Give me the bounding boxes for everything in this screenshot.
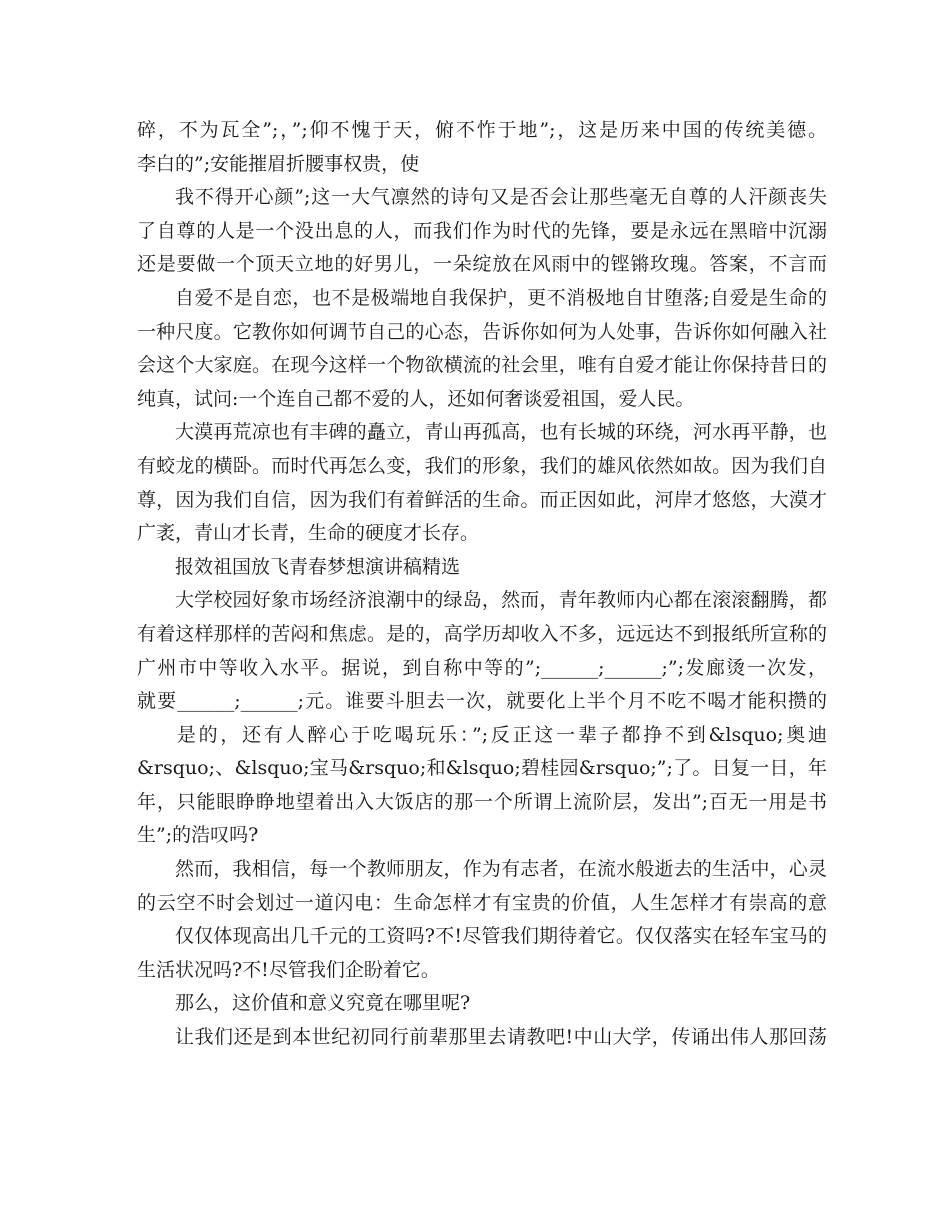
text-line: 然而，我相信，每一个教师朋友，作为有志者，在流水般逝去的生活中，心灵	[175, 858, 827, 881]
text-line: 就要______;______;元。谁要斗胆去一次，就要化上半个月不吃不喝才能积攒的	[137, 690, 827, 713]
text-line: 广袤，青山才长青，生命的硬度才长存。	[137, 522, 480, 545]
text-line: 仅仅体现高出几千元的工资吗?不!尽管我们期待着它。仅仅落实在轻车宝马的	[175, 925, 827, 948]
text-line: 让我们还是到本世纪初同行前辈那里去请教吧!中山大学，传诵出伟人那回荡	[175, 1026, 827, 1049]
text-line: 还是要做一个顶天立地的好男儿，一朵绽放在风雨中的铿锵玫瑰。答案，不言而	[137, 253, 827, 276]
text-line: 碎，不为瓦全”;，”;仰不愧于天，俯不怍于地”;，这是历来中国的传统美德。	[137, 119, 827, 141]
text-line: 是的，还有人醉心于吃喝玩乐：”;反正这一辈子都挣不到&lsquo;奥迪	[176, 723, 827, 746]
text-line: 大学校园好象市场经济浪潮中的绿岛，然而，青年教师内心都在滚滚翻腾，都	[175, 589, 827, 612]
text-line: 一种尺度。它教你如何调节自己的心态，告诉你如何为人处事，告诉你如何融入社	[137, 320, 827, 343]
text-line: 的云空不时会划过一道闪电：生命怎样才有宝贵的价值，人生怎样才有崇高的意	[137, 891, 827, 914]
text-line: 生活状况吗?不!尽管我们企盼着它。	[137, 958, 440, 981]
text-line: 尊，因为我们自信，因为我们有着鲜活的生命。而正因如此，河岸才悠悠，大漠才	[137, 488, 827, 511]
text-line: 我不得开心颜”;这一大气凛然的诗句又是否会让那些毫无自尊的人汗颜丧失	[175, 186, 827, 209]
body-text	[137, 114, 827, 1055]
text-line: 有着这样那样的苦闷和焦虑。是的，高学历却收入不多，远远达不到报纸所宣称的	[137, 622, 827, 645]
text-line: 李白的”;安能摧眉折腰事权贵，使	[137, 152, 420, 175]
text-line: 那么，这价值和意义究竟在哪里呢?	[175, 992, 471, 1015]
text-line: 广州市中等收入水平。据说，到自称中等的”;______;______;”;发廊烫一次发，	[137, 656, 827, 679]
text-line: 大漠再荒凉也有丰碑的矗立，青山再孤高，也有长城的环绕，河水再平静，也	[175, 421, 827, 444]
text-line: &rsquo;、&lsquo;宝马&rsquo;和&lsquo;碧桂园&rsquo;”;了。日复一日，年	[137, 757, 827, 780]
text-line: 自爱不是自恋，也不是极端地自我保护，更不消极地自甘堕落;自爱是生命的	[175, 286, 827, 309]
text-line: 生”;的浩叹吗?	[137, 824, 259, 847]
text-line: 了自尊的人是一个没出息的人，而我们作为时代的先锋，要是永远在黑暗中沉溺	[137, 219, 827, 242]
text-line: 报效祖国放飞青春梦想演讲稿精选	[175, 555, 461, 578]
text-line: 会这个大家庭。在现今这样一个物欲横流的社会里，唯有自爱才能让你保持昔日的	[137, 354, 827, 377]
text-line: 有蛟龙的横卧。而时代再怎么变，我们的形象，我们的雄风依然如故。因为我们自	[137, 454, 827, 477]
text-line: 纯真，试问:一个连自己都不爱的人，还如何奢谈爱祖国，爱人民。	[137, 387, 695, 410]
text-line: 年，只能眼睁睁地望着出入大饭店的那一个所谓上流阶层，发出”;百无一用是书	[137, 790, 827, 813]
